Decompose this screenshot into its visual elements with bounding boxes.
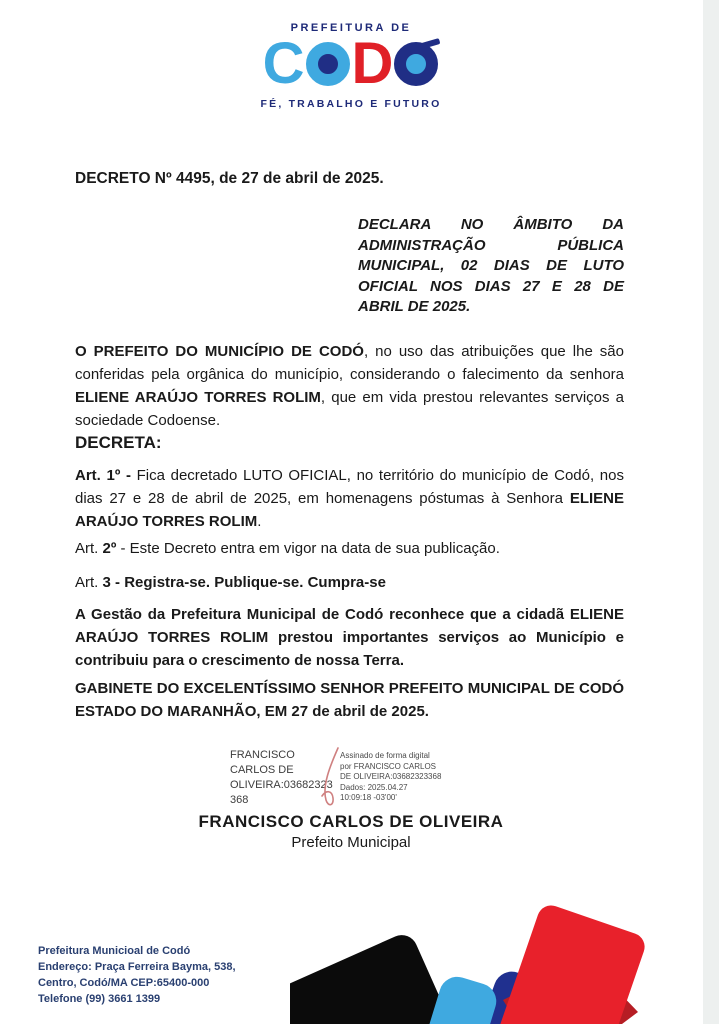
article-3-text: 3 - Registra-se. Publique-se. Cumpra-se: [102, 574, 386, 591]
logo-letter-c: C: [262, 31, 304, 96]
article-2-prefix: Art.: [75, 540, 103, 557]
article-2: [75, 537, 624, 560]
logo-tagline: FÉ, TRABALHO E FUTURO: [260, 98, 442, 110]
article-1-text: Fica decretado LUTO OFICIAL, no território do município de Codó, nos dias 27 e 28 de abril de 2025, em homenagens póstumas à Senhora: [75, 467, 624, 507]
digital-signature-certificate: FRANCISCO CARLOS DE OLIVEIRA:03682323 368: [230, 749, 333, 806]
gabinete-paragraph: GABINETE DO EXCELENTÍSSIMO SENHOR PREFEITO MUNICIPAL DE CODÓ ESTADO DO MARANHÃO, EM 27 de abril de 2025.: [75, 680, 624, 720]
decreta-heading: DECRETA:: [75, 433, 162, 452]
decree-summary: DECLARA NO ÂMBITO DA ADMINISTRAÇÃO PÚBLICA MUNICIPAL, 02 DIAS DE LUTO OFICIAL NOS DIAS 27 E 28 DE ABRIL DE 2025.: [358, 216, 624, 315]
city-hall-logo: [0, 22, 702, 110]
article-1: [75, 464, 624, 533]
logo-top-text: PREFEITURA DE: [290, 22, 412, 34]
acute-accent-icon: [418, 38, 441, 50]
article-2-text: - Este Decreto entra em vigor na data de sua publicação.: [116, 540, 500, 557]
signer-role: Prefeito Municipal: [291, 834, 411, 851]
preamble-bold-2: ELIENE ARAÚJO TORRES ROLIM: [75, 389, 321, 406]
article-1-label: Art. 1º -: [75, 467, 131, 484]
footer-address: Prefeitura Municioal de Codó Endereço: Praça Ferreira Bayma, 538, Centro, Codó/MA CEP:65400-000 Telefone (99) 3661 1399: [38, 945, 236, 1005]
signer-name: FRANCISCO CARLOS DE OLIVEIRA: [198, 812, 504, 831]
decree-title: DECRETO Nº 4495, de 27 de abril de 2025.: [75, 170, 384, 187]
recognition-paragraph: A Gestão da Prefeitura Municipal de Codó reconhece que a cidadã ELIENE ARAÚJO TORRES ROLIM prestou importantes serviços ao Município e contribuiu para o crescimento de nossa Terra.: [75, 606, 624, 669]
page-edge-strip: [703, 0, 719, 1024]
logo-word-codo: [0, 31, 702, 96]
preamble-paragraph: [75, 340, 624, 432]
logo-letter-o-acute-icon: [394, 42, 438, 86]
preamble-text-1: , no uso das atribuições que lhe são conferidas pela orgânica do município, considerando o falecimento da senhora: [75, 343, 624, 383]
article-1-name-bold: ELIENE ARAÚJO TORRES ROLIM: [75, 490, 624, 530]
brand-shapes-graphic: [290, 900, 650, 1024]
digital-signature-block: [230, 748, 470, 808]
logo-letter-o-icon: [306, 42, 350, 86]
article-1-period: .: [257, 513, 262, 530]
preamble-text-2: , que em vida prestou relevantes serviços a sociedade Codoense.: [75, 389, 624, 429]
preamble-bold-1: O PREFEITO DO MUNICÍPIO DE CODÓ: [75, 343, 364, 360]
digital-signature-details: Assinado de forma digital por FRANCISCO CARLOS DE OLIVEIRA:03682323368 Dados: 2025.04.27 10:09:18 -03'00': [340, 751, 442, 802]
article-3-prefix: Art.: [75, 574, 103, 591]
article-3: [75, 571, 624, 594]
logo-letter-d: D: [351, 31, 393, 96]
article-2-number: 2º: [102, 540, 117, 557]
